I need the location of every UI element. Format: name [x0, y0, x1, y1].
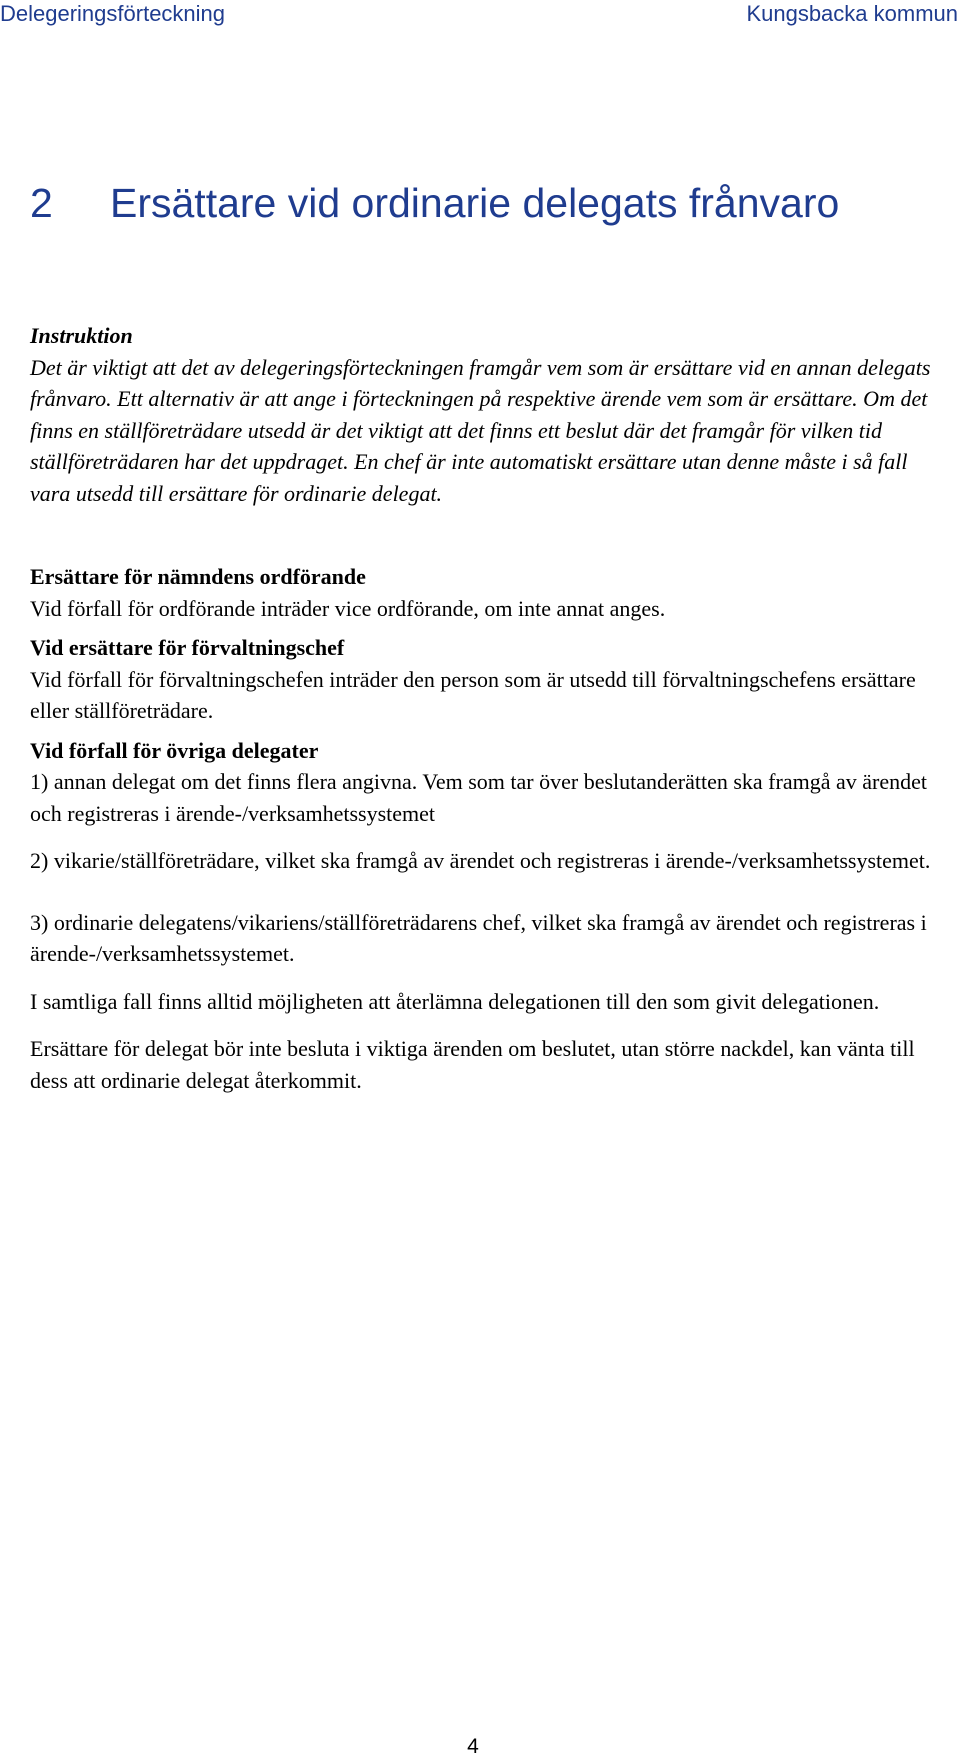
section-heading: [30, 178, 839, 228]
head-substitute-block: [30, 632, 940, 727]
other-delegates-item-3: 3) ordinarie delegatens/vikariens/ställföreträdarens chef, vilket ska framgå av ärendet och registreras i ärende-/verksamhetssystemet.: [30, 909, 927, 966]
page-number: 4: [467, 1735, 479, 1758]
instruction-title: Instruktion: [30, 323, 133, 348]
instruction-text: Det är viktigt att det av delegeringsförteckningen framgår vem som är ersättare vid en annan delegats frånvaro. Ett alternativ är att ange i förteckningen på respektive ärende vem som är ersättare. Om det finns en ställföreträdare utsedd är det viktigt att det finns ett beslut där det framgår för vilken tid ställföreträdaren har det uppdraget. En chef är inte automatiskt ersättare utan denne måste i så fall vara utsedd till ersättare för ordinarie delegat.: [30, 354, 931, 506]
substitute-decision-text: Ersättare för delegat bör inte besluta i viktiga ärenden om beslutet, utan större nackdel, kan vänta till dess att ordinarie delegat återkommit.: [30, 1036, 915, 1093]
head-substitute-text: Vid förfall för förvaltningschefen inträder den person som är utsedd till förvaltningschefens ersättare eller ställföreträdare.: [30, 666, 916, 723]
instruction-block: [30, 320, 940, 509]
section-title: Ersättare vid ordinarie delegats frånvaro: [110, 180, 840, 226]
head-substitute-heading: Vid ersättare för förvaltningschef: [30, 635, 345, 660]
other-delegates-item-1: 1) annan delegat om det finns flera angivna. Vem som tar över beslutanderätten ska framgå av ärendet och registreras i ärende-/verksamhetssystemet: [30, 769, 927, 826]
document-title: Delegeringsförteckning: [0, 1, 226, 26]
chair-substitute-heading: Ersättare för nämndens ordförande: [30, 564, 366, 589]
organization-name: Kungsbacka kommun: [746, 1, 958, 26]
document-body: [30, 320, 940, 1096]
section-number: 2: [30, 180, 53, 226]
other-delegates-block: [30, 735, 940, 970]
other-delegates-item-2: 2) vikarie/ställföreträdare, vilket ska framgå av ärendet och registreras i ärende-/verksamhetssystemet.: [30, 848, 931, 873]
other-delegates-heading: Vid förfall för övriga delegater: [30, 737, 319, 763]
chair-substitute-text: Vid förfall för ordförande inträder vice ordförande, om inte annat anges.: [30, 595, 666, 621]
chair-substitute-block: [30, 561, 940, 624]
return-delegation-text: I samtliga fall finns alltid möjligheten att återlämna delegationen till den som givit delegationen.: [30, 988, 880, 1014]
